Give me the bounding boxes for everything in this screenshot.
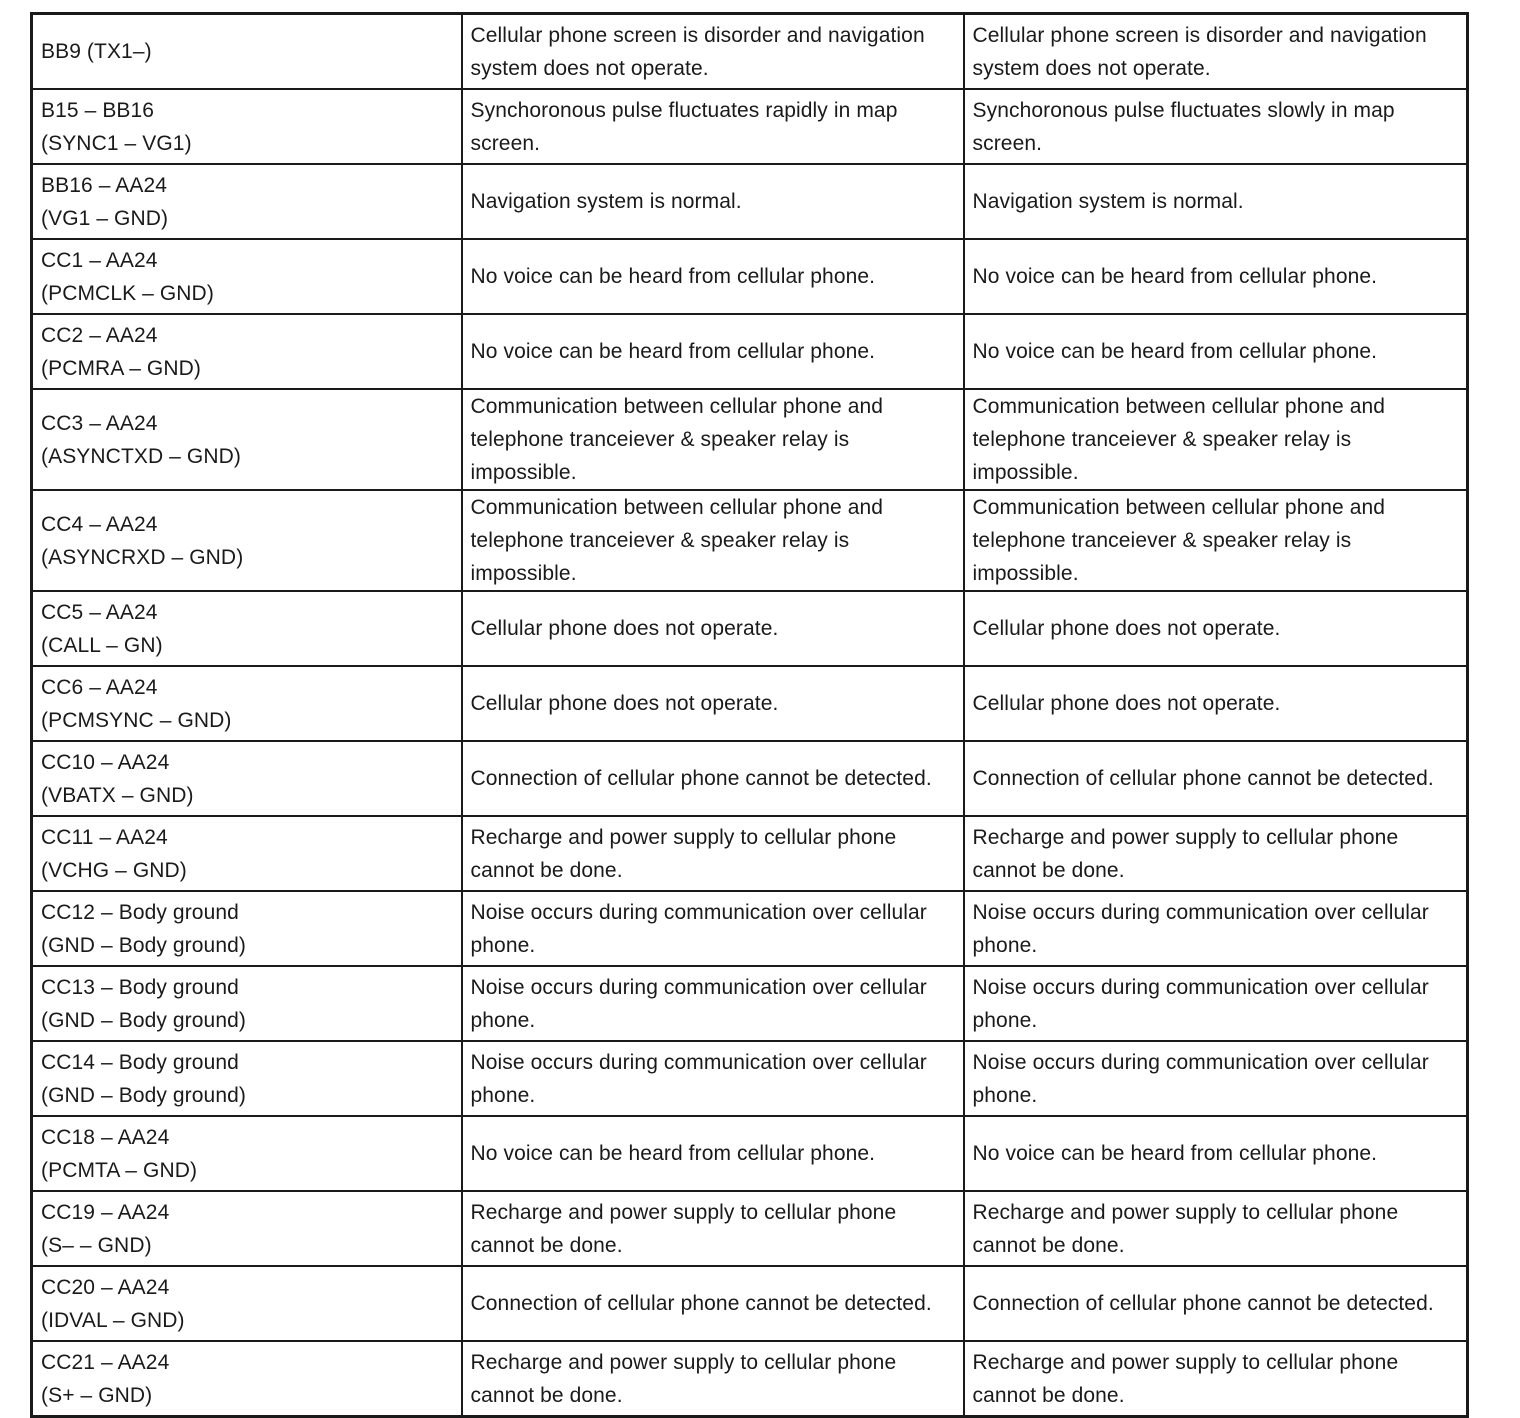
symptom-short-cell: Connection of cellular phone cannot be detected.: [964, 741, 1468, 816]
table-row: [32, 164, 1468, 239]
table-row: [32, 966, 1468, 1041]
symptom-open-cell: No voice can be heard from cellular phone.: [462, 314, 964, 389]
signal-pair: (CALL – GN): [41, 633, 163, 657]
signal-pair: (PCMCLK – GND): [41, 281, 214, 305]
symptom-short-cell: Noise occurs during communication over cellular phone.: [964, 891, 1468, 966]
signal-pair: (IDVAL – GND): [41, 1308, 185, 1332]
symptom-short-cell: Cellular phone does not operate.: [964, 591, 1468, 666]
terminal-pair: B15 – BB16: [41, 98, 155, 122]
terminal-cell: [32, 1116, 462, 1191]
symptom-open-cell: Cellular phone does not operate.: [462, 666, 964, 741]
terminal-cell: [32, 14, 462, 90]
table-row: [32, 490, 1468, 591]
terminal-pair: CC4 – AA24: [41, 512, 158, 536]
terminal-pair: BB9 (TX1–): [41, 40, 152, 63]
symptom-open-cell: Connection of cellular phone cannot be detected.: [462, 741, 964, 816]
terminal-pair: CC10 – AA24: [41, 750, 170, 774]
signal-pair: (PCMSYNC – GND): [41, 708, 232, 732]
terminal-cell: [32, 89, 462, 164]
signal-pair: (ASYNCTXD – GND): [41, 444, 241, 468]
table-row: [32, 816, 1468, 891]
signal-pair: (S+ – GND): [41, 1383, 153, 1407]
table-row: [32, 14, 1468, 90]
table-row: [32, 314, 1468, 389]
terminal-cell: [32, 490, 462, 591]
symptom-short-cell: Synchoronous pulse fluctuates slowly in map screen.: [964, 89, 1468, 164]
terminal-pair: CC12 – Body ground: [41, 900, 239, 924]
symptom-open-cell: No voice can be heard from cellular phone.: [462, 239, 964, 314]
signal-pair: (PCMTA – GND): [41, 1158, 198, 1182]
signal-pair: (VBATX – GND): [41, 783, 194, 807]
terminal-cell: [32, 164, 462, 239]
terminal-pair: CC6 – AA24: [41, 675, 158, 699]
terminal-cell: [32, 1041, 462, 1116]
symptom-short-cell: Connection of cellular phone cannot be detected.: [964, 1266, 1468, 1341]
terminal-cell: [32, 314, 462, 389]
symptom-open-cell: Synchoronous pulse fluctuates rapidly in map screen.: [462, 89, 964, 164]
symptom-short-cell: Noise occurs during communication over cellular phone.: [964, 966, 1468, 1041]
terminal-cell: [32, 1266, 462, 1341]
terminal-pair: CC14 – Body ground: [41, 1050, 239, 1074]
symptom-open-cell: Navigation system is normal.: [462, 164, 964, 239]
table-row: [32, 389, 1468, 490]
table-row: [32, 89, 1468, 164]
terminal-cell: [32, 666, 462, 741]
table-row: [32, 591, 1468, 666]
symptom-short-cell: No voice can be heard from cellular phone.: [964, 314, 1468, 389]
table-row: [32, 891, 1468, 966]
terminal-cell: [32, 816, 462, 891]
document-page: [30, 12, 1466, 1418]
symptom-short-cell: Cellular phone does not operate.: [964, 666, 1468, 741]
terminal-pair: CC1 – AA24: [41, 248, 158, 272]
terminal-cell: [32, 1341, 462, 1417]
table-row: [32, 1041, 1468, 1116]
terminal-cell: [32, 591, 462, 666]
signal-pair: (VCHG – GND): [41, 858, 187, 882]
symptom-short-cell: Noise occurs during communication over cellular phone.: [964, 1041, 1468, 1116]
terminal-pair: CC3 – AA24: [41, 411, 158, 435]
terminal-pair: CC5 – AA24: [41, 600, 158, 624]
terminal-cell: [32, 1191, 462, 1266]
symptom-short-cell: No voice can be heard from cellular phone.: [964, 1116, 1468, 1191]
terminal-cell: [32, 891, 462, 966]
signal-pair: (PCMRA – GND): [41, 356, 201, 380]
terminal-pair: CC13 – Body ground: [41, 975, 239, 999]
symptom-open-cell: Cellular phone screen is disorder and navigation system does not operate.: [462, 14, 964, 90]
table-row: [32, 1116, 1468, 1191]
symptom-open-cell: Communication between cellular phone and telephone tranceiever & speaker relay is impossible.: [462, 490, 964, 591]
table-row: [32, 1341, 1468, 1417]
symptom-short-cell: Cellular phone screen is disorder and navigation system does not operate.: [964, 14, 1468, 90]
signal-pair: (GND – Body ground): [41, 1008, 246, 1032]
symptom-open-cell: Recharge and power supply to cellular phone cannot be done.: [462, 816, 964, 891]
terminal-symptom-table: [30, 12, 1469, 1418]
signal-pair: (SYNC1 – VG1): [41, 131, 192, 155]
symptom-open-cell: Noise occurs during communication over cellular phone.: [462, 966, 964, 1041]
terminal-pair: CC20 – AA24: [41, 1275, 170, 1299]
terminal-pair: BB16 – AA24: [41, 173, 168, 197]
symptom-open-cell: Recharge and power supply to cellular phone cannot be done.: [462, 1191, 964, 1266]
symptom-open-cell: No voice can be heard from cellular phone.: [462, 1116, 964, 1191]
signal-pair: (S– – GND): [41, 1233, 152, 1257]
symptom-short-cell: Recharge and power supply to cellular phone cannot be done.: [964, 1191, 1468, 1266]
table-row: [32, 666, 1468, 741]
signal-pair: (ASYNCRXD – GND): [41, 545, 244, 569]
symptom-short-cell: Recharge and power supply to cellular phone cannot be done.: [964, 816, 1468, 891]
table-row: [32, 1191, 1468, 1266]
symptom-open-cell: Noise occurs during communication over cellular phone.: [462, 891, 964, 966]
symptom-short-cell: Recharge and power supply to cellular phone cannot be done.: [964, 1341, 1468, 1417]
terminal-pair: CC19 – AA24: [41, 1200, 170, 1224]
symptom-open-cell: Recharge and power supply to cellular phone cannot be done.: [462, 1341, 964, 1417]
terminal-pair: CC2 – AA24: [41, 323, 158, 347]
symptom-open-cell: Noise occurs during communication over cellular phone.: [462, 1041, 964, 1116]
symptom-short-cell: Communication between cellular phone and telephone tranceiever & speaker relay is impossible.: [964, 389, 1468, 490]
symptom-short-cell: No voice can be heard from cellular phone.: [964, 239, 1468, 314]
terminal-pair: CC18 – AA24: [41, 1125, 170, 1149]
table-row: [32, 741, 1468, 816]
terminal-pair: CC21 – AA24: [41, 1350, 170, 1374]
terminal-cell: [32, 389, 462, 490]
symptom-short-cell: Communication between cellular phone and telephone tranceiever & speaker relay is impossible.: [964, 490, 1468, 591]
symptom-open-cell: Cellular phone does not operate.: [462, 591, 964, 666]
symptom-open-cell: Communication between cellular phone and telephone tranceiever & speaker relay is impossible.: [462, 389, 964, 490]
table-row: [32, 239, 1468, 314]
terminal-cell: [32, 741, 462, 816]
table-body: [32, 14, 1468, 1417]
signal-pair: (GND – Body ground): [41, 1083, 246, 1107]
symptom-short-cell: Navigation system is normal.: [964, 164, 1468, 239]
terminal-pair: CC11 – AA24: [41, 825, 168, 849]
symptom-open-cell: Connection of cellular phone cannot be detected.: [462, 1266, 964, 1341]
signal-pair: (VG1 – GND): [41, 206, 169, 230]
terminal-cell: [32, 239, 462, 314]
signal-pair: (GND – Body ground): [41, 933, 246, 957]
table-row: [32, 1266, 1468, 1341]
terminal-cell: [32, 966, 462, 1041]
